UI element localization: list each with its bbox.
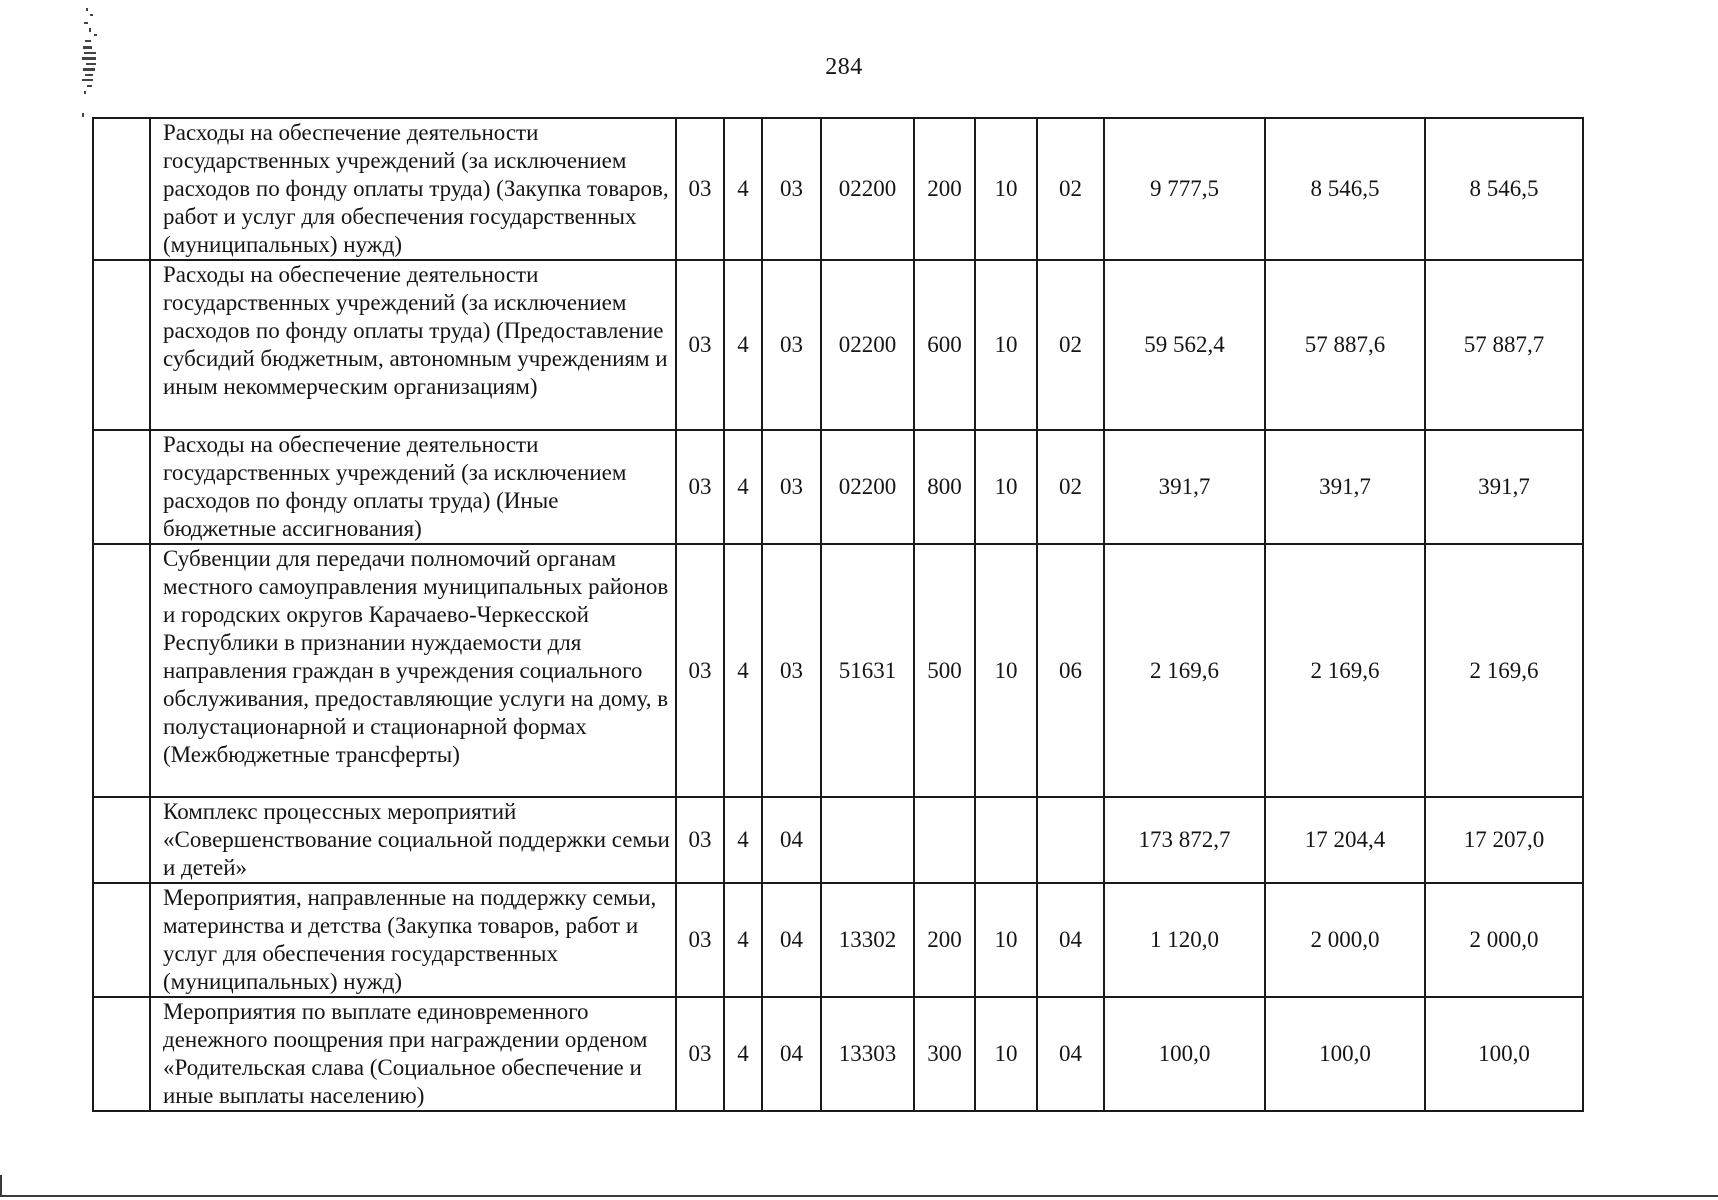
amount-cell: 1 120,0 bbox=[1104, 883, 1265, 997]
code-cell: 03 bbox=[676, 797, 724, 883]
amount-cell: 17 204,4 bbox=[1265, 797, 1425, 883]
amount-cell: 59 562,4 bbox=[1104, 260, 1265, 430]
code-cell: 10 bbox=[975, 997, 1037, 1111]
amount-cell: 57 887,6 bbox=[1265, 260, 1425, 430]
code-cell: 03 bbox=[676, 997, 724, 1111]
code-cell: 02 bbox=[1037, 430, 1104, 544]
amount-cell: 57 887,7 bbox=[1425, 260, 1583, 430]
amount-cell: 2 169,6 bbox=[1265, 544, 1425, 797]
code-cell: 04 bbox=[762, 997, 821, 1111]
amount-cell: 2 000,0 bbox=[1425, 883, 1583, 997]
code-cell: 03 bbox=[676, 260, 724, 430]
code-cell: 04 bbox=[1037, 997, 1104, 1111]
table-row bbox=[93, 797, 1583, 883]
scan-edge-mark bbox=[0, 1175, 2, 1197]
blank-cell bbox=[93, 883, 150, 997]
table-row bbox=[93, 883, 1583, 997]
code-cell: 10 bbox=[975, 430, 1037, 544]
row-description: Расходы на обеспечение деятельности государственных учреждений (за исключением расходов по фонду оплаты труда) (Предоставление субсидий бюджетным, автономным учреждениям и иным некоммерческим организациям) bbox=[150, 260, 676, 430]
code-cell: 04 bbox=[762, 883, 821, 997]
blank-cell bbox=[93, 430, 150, 544]
code-cell: 03 bbox=[676, 118, 724, 260]
code-cell bbox=[821, 797, 914, 883]
amount-cell: 8 546,5 bbox=[1265, 118, 1425, 260]
code-cell: 4 bbox=[724, 430, 762, 544]
code-cell: 06 bbox=[1037, 544, 1104, 797]
table-row bbox=[93, 997, 1583, 1111]
code-cell: 4 bbox=[724, 544, 762, 797]
code-cell: 03 bbox=[762, 260, 821, 430]
code-cell: 03 bbox=[762, 118, 821, 260]
table-row bbox=[93, 430, 1583, 544]
budget-table bbox=[92, 117, 1584, 1112]
code-cell bbox=[1037, 797, 1104, 883]
scan-bottom-rule bbox=[0, 1195, 1718, 1197]
code-cell: 02200 bbox=[821, 118, 914, 260]
code-cell: 4 bbox=[724, 260, 762, 430]
code-cell: 10 bbox=[975, 883, 1037, 997]
row-description: Мероприятия, направленные на поддержку семьи, материнства и детства (Закупка товаров, работ и услуг для обеспечения государственных (муниципальных) нужд) bbox=[150, 883, 676, 997]
code-cell: 13302 bbox=[821, 883, 914, 997]
code-cell: 4 bbox=[724, 883, 762, 997]
code-cell: 4 bbox=[724, 797, 762, 883]
code-cell: 10 bbox=[975, 118, 1037, 260]
amount-cell: 2 169,6 bbox=[1425, 544, 1583, 797]
code-cell: 13303 bbox=[821, 997, 914, 1111]
code-cell: 51631 bbox=[821, 544, 914, 797]
code-cell: 4 bbox=[724, 997, 762, 1111]
code-cell: 03 bbox=[676, 430, 724, 544]
code-cell: 02200 bbox=[821, 430, 914, 544]
code-cell: 03 bbox=[676, 544, 724, 797]
code-cell: 10 bbox=[975, 260, 1037, 430]
code-cell: 02 bbox=[1037, 118, 1104, 260]
code-cell: 03 bbox=[762, 430, 821, 544]
table-row bbox=[93, 260, 1583, 430]
code-cell: 02200 bbox=[821, 260, 914, 430]
amount-cell: 100,0 bbox=[1265, 997, 1425, 1111]
code-cell: 500 bbox=[914, 544, 975, 797]
amount-cell: 100,0 bbox=[1425, 997, 1583, 1111]
page-number: 284 bbox=[825, 54, 863, 80]
code-cell: 4 bbox=[724, 118, 762, 260]
code-cell bbox=[914, 797, 975, 883]
code-cell: 200 bbox=[914, 118, 975, 260]
blank-cell bbox=[93, 544, 150, 797]
code-cell: 04 bbox=[762, 797, 821, 883]
amount-cell: 9 777,5 bbox=[1104, 118, 1265, 260]
code-cell: 03 bbox=[676, 883, 724, 997]
code-cell: 02 bbox=[1037, 260, 1104, 430]
blank-cell bbox=[93, 797, 150, 883]
code-cell: 03 bbox=[762, 544, 821, 797]
amount-cell: 173 872,7 bbox=[1104, 797, 1265, 883]
amount-cell: 2 000,0 bbox=[1265, 883, 1425, 997]
blank-cell bbox=[93, 118, 150, 260]
row-description: Расходы на обеспечение деятельности государственных учреждений (за исключением расходов по фонду оплаты труда) (Иные бюджетные ассигнования) bbox=[150, 430, 676, 544]
code-cell: 300 bbox=[914, 997, 975, 1111]
code-cell bbox=[975, 797, 1037, 883]
code-cell: 800 bbox=[914, 430, 975, 544]
code-cell: 04 bbox=[1037, 883, 1104, 997]
row-description: Субвенции для передачи полномочий органам местного самоуправления муниципальных районов и городских округов Карачаево-Черкесской Республики в признании нуждаемости для направления граждан в учреждения социального обслуживания, предоставляющие услуги на дому, в полустационарной и стационарной формах (Межбюджетные трансферты) bbox=[150, 544, 676, 797]
amount-cell: 17 207,0 bbox=[1425, 797, 1583, 883]
code-cell: 10 bbox=[975, 544, 1037, 797]
amount-cell: 391,7 bbox=[1104, 430, 1265, 544]
amount-cell: 2 169,6 bbox=[1104, 544, 1265, 797]
code-cell: 600 bbox=[914, 260, 975, 430]
amount-cell: 391,7 bbox=[1265, 430, 1425, 544]
blank-cell bbox=[93, 997, 150, 1111]
amount-cell: 8 546,5 bbox=[1425, 118, 1583, 260]
row-description: Расходы на обеспечение деятельности государственных учреждений (за исключением расходов по фонду оплаты труда) (Закупка товаров, работ и услуг для обеспечения государственных (муниципальных) нужд) bbox=[150, 118, 676, 260]
amount-cell: 100,0 bbox=[1104, 997, 1265, 1111]
row-description: Мероприятия по выплате единовременного денежного поощрения при награждении орденом «Родительская слава (Социальное обеспечение и иные выплаты населению) bbox=[150, 997, 676, 1111]
row-description: Комплекс процессных мероприятий «Совершенствование социальной поддержки семьи и детей» bbox=[150, 797, 676, 883]
blank-cell bbox=[93, 260, 150, 430]
table-row bbox=[93, 544, 1583, 797]
code-cell: 200 bbox=[914, 883, 975, 997]
amount-cell: 391,7 bbox=[1425, 430, 1583, 544]
table-row bbox=[93, 118, 1583, 260]
